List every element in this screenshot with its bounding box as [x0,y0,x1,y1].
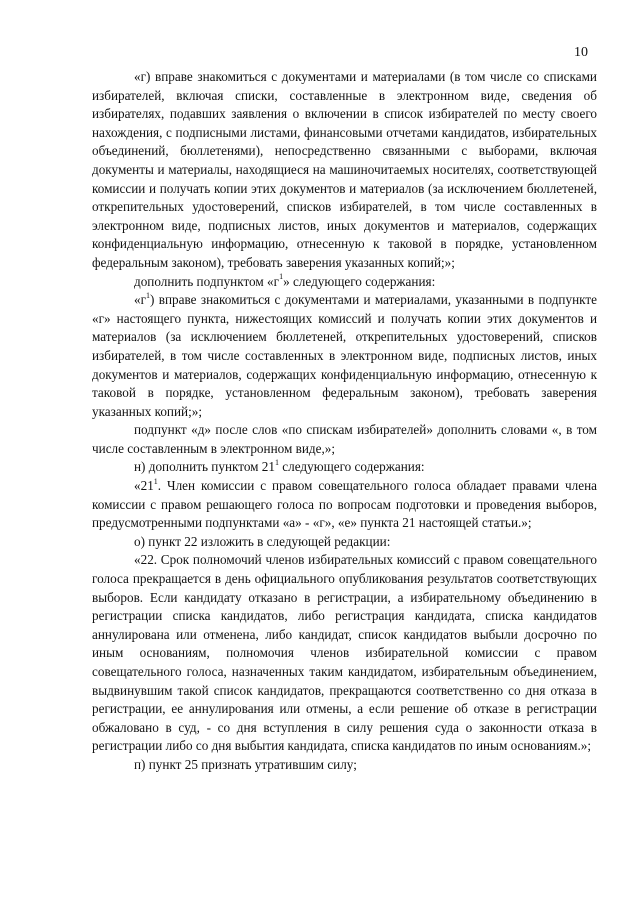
paragraph-point-n [92,458,597,477]
paragraph-subpoint-g: «г) вправе знакомиться с документами и материалами (в том числе со списками избирателей, включая списки, составленные в электронном виде, сведения об избирателях, подавших заявления о включении в список избирателей по месту своего нахождения, с подписными листами, финансовыми отчетами кандидатов, избирательных объединений, бюллетенями), непосредственно связанными с выборами, включая документы и материалы, находящиеся на машиночитаемых носителях, соответствующей комиссии и получать копии этих документов и материалов (за исключением бюллетеней, открепительных удостоверений, списков избирателей, в том числе составленных в электронном виде, подписных листов, иных документов и материалов, содержащих конфиденциальную информацию, отнесенную к таковой в порядке, установленном федеральным законом), требовать заверения указанных копий;»; [92,69,597,270]
superscript: 1 [279,272,284,282]
paragraph-text: . Член комиссии с правом совещательного голоса обладает правами члена комиссии с правом решающего голоса по вопросам подготовки и проведения выборов, предусмотренными подпунктами «а» - «г», «е» пункта 21 настоящей статьи.»; [92,478,597,531]
paragraph-subpoint-d: подпункт «д» после слов «по спискам избирателей» дополнить словами «, в том числе составленным в электронном виде,»; [92,422,597,456]
paragraph-text: «21 [134,478,154,494]
superscript: 1 [146,290,151,300]
paragraph-text: дополнить подпунктом «г [134,273,280,289]
paragraph-text: н) дополнить пунктом 21 [134,459,275,475]
page-number: 10 [574,45,588,60]
paragraph-add-subpoint-g1 [92,273,597,292]
paragraph-text: » следующего содержания: [283,273,436,289]
paragraph-point-22: «22. Срок полномочий членов избирательных комиссий с правом совещательного голоса прекращается в день официального опубликования результатов соответствующих выборов. Если кандидату отказано в регистрации, а избирательному объединению в регистрации списка кандидатов, либо регистрация кандидата, списка кандидатов аннулирована или отменена, либо кандидат, список кандидатов выбыли досрочно по иным основаниям, полномочия членов избирательной комиссии с правом совещательного голоса, назначенных таким кандидатом, избирательным объединением, выдвинувшим такой список кандидатов, прекращаются соответственно со дня отказа в регистрации, ее аннулирования или отмены, а если решение об отказе в регистрации обжаловано в суд, - со дня вступления в силу решения суда о законности отказа в регистрации либо со дня выбытия кандидата, списка кандидатов по иным основаниям.»; [92,552,597,754]
superscript: 1 [275,458,279,468]
paragraph-point-21-1 [92,477,597,533]
paragraph-point-p: п) пункт 25 признать утратившим силу; [134,756,357,772]
superscript: 1 [153,476,158,486]
document-body [92,68,597,775]
paragraph-text: следующего содержания: [279,459,425,475]
paragraph-point-o: о) пункт 22 изложить в следующей редакции: [134,533,391,549]
paragraph-text: ) вправе знакомиться с документами и материалами, указанными в подпункте «г» настоящего пункта, нижестоящих комиссий и получать копии этих документов и материалов (за исключением бюллетеней, открепительных удостоверений, списков избирателей, в том числе составленных в электронном виде, подписных листов, иных документов и материалов, содержащих конфиденциальную информацию, отнесенную к таковой в порядке, установленном федеральным законом), требовать заверения указанных копий;»; [92,292,597,419]
paragraph-text: «г [134,292,147,308]
paragraph-subpoint-g1 [92,291,597,421]
